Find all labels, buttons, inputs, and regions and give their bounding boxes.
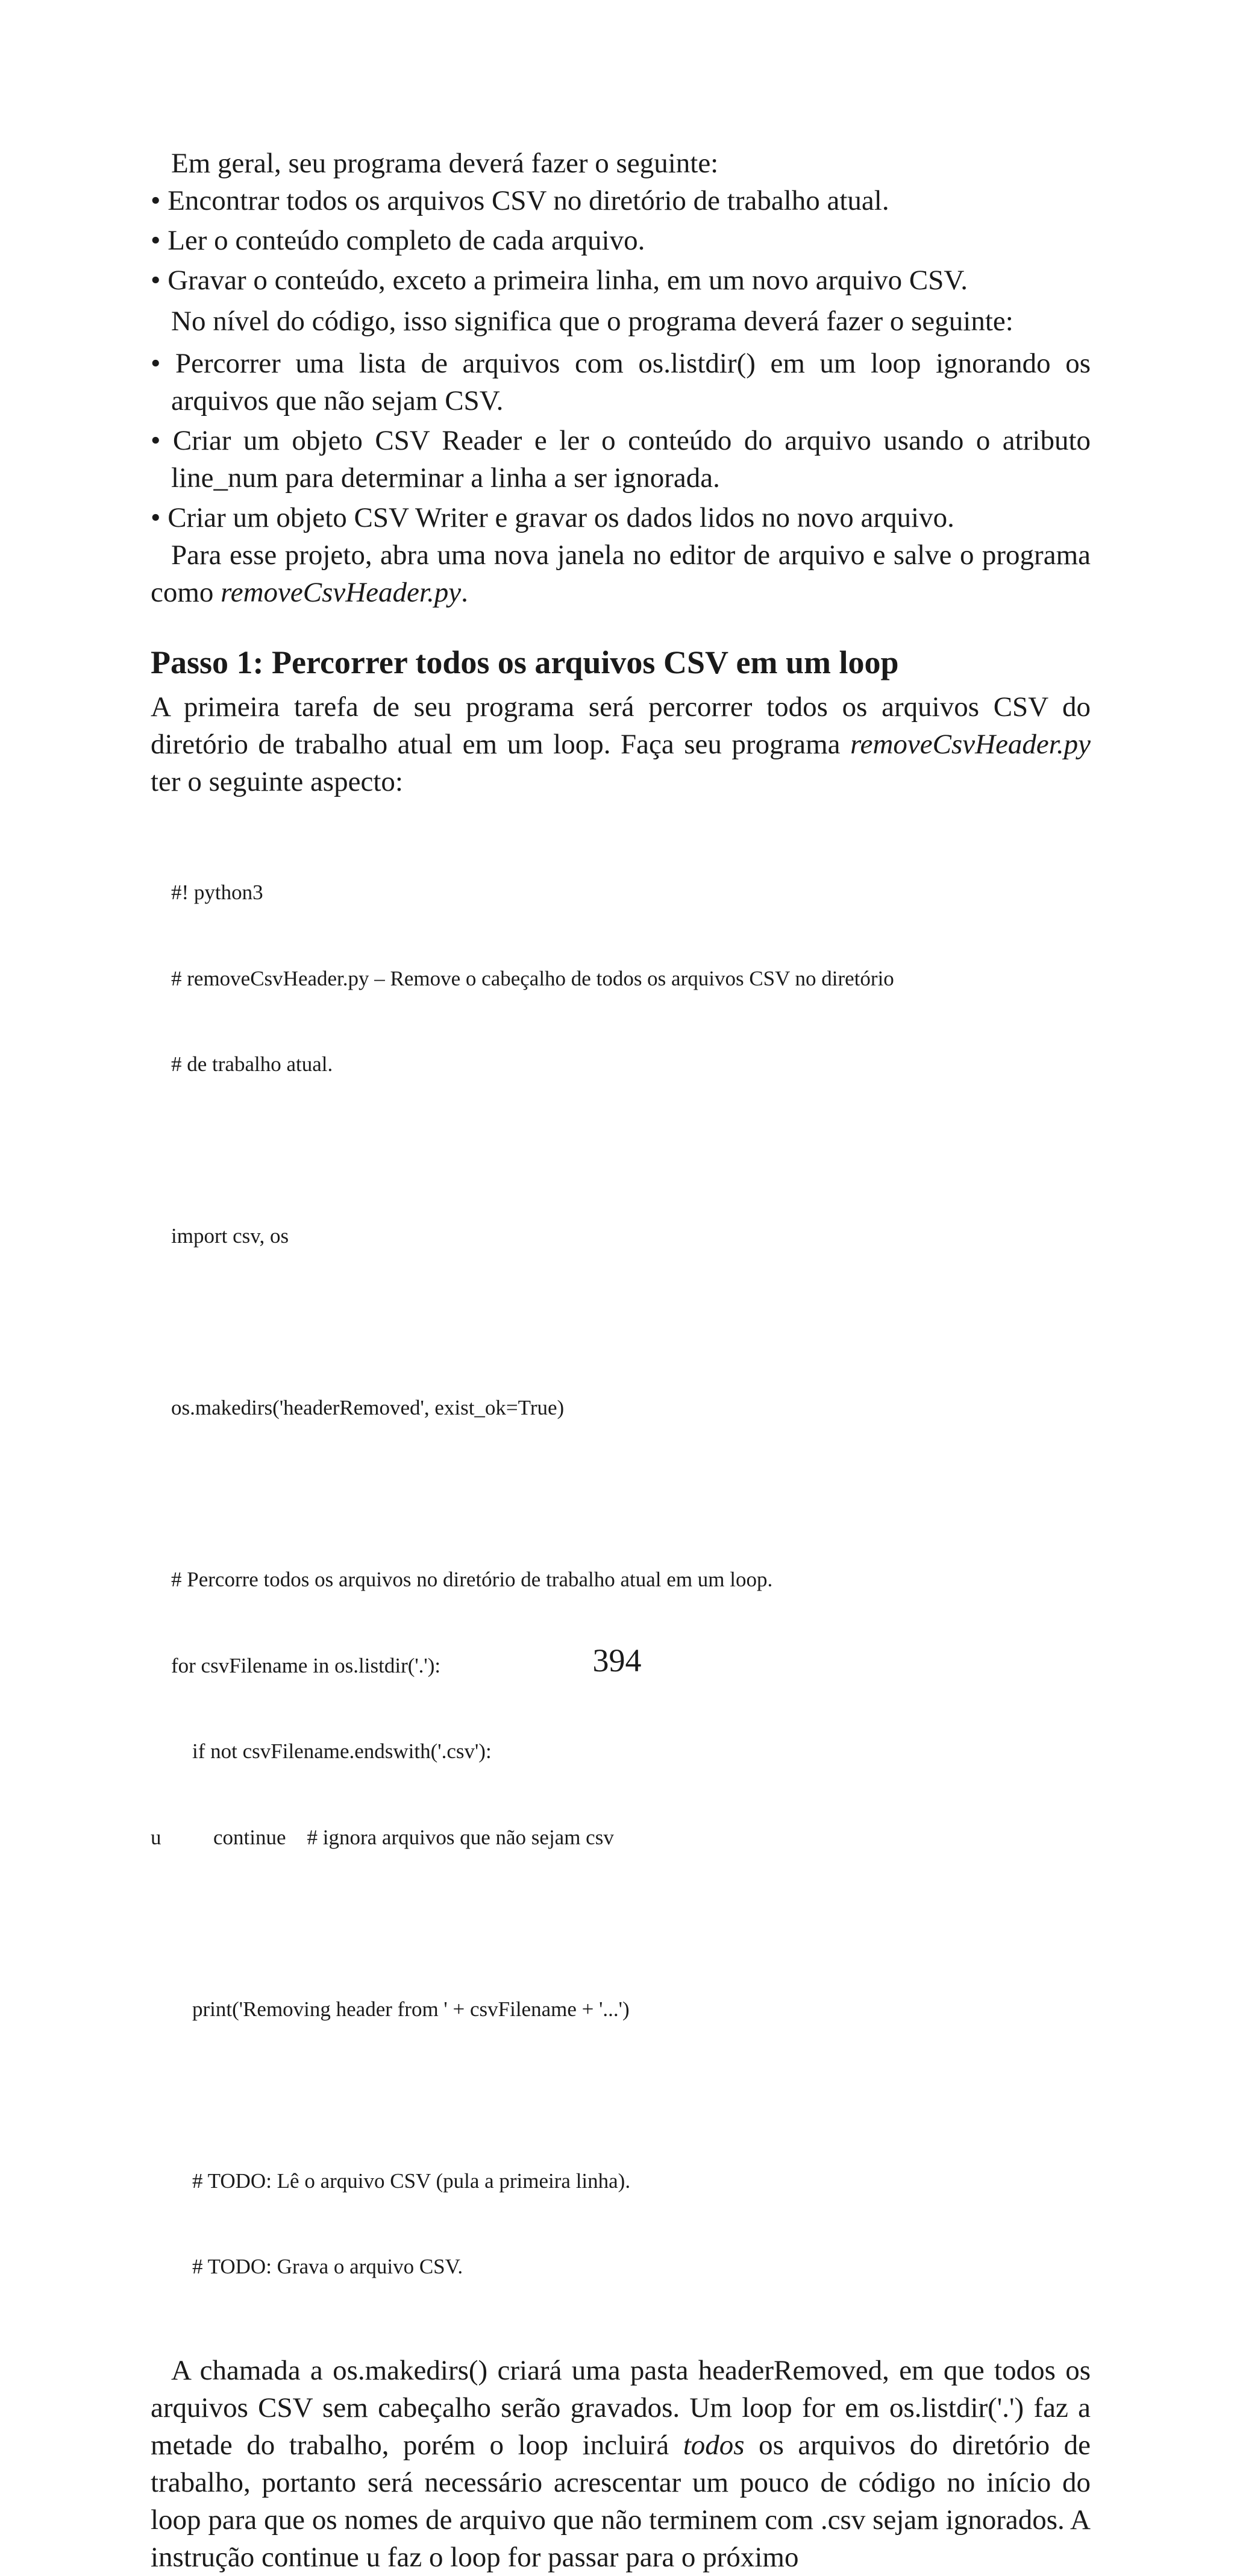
bullet-item: • Encontrar todos os arquivos CSV no diretório de trabalho atual.: [151, 185, 889, 216]
intro-paragraph: Em geral, seu programa deverá fazer o seguinte:: [171, 148, 719, 179]
code-line: print('Removing header from ' + csvFilename + '...'): [171, 1997, 630, 2021]
code-line: # TODO: Lê o arquivo CSV (pula a primeira linha).: [171, 2169, 631, 2193]
code-line: # removeCsvHeader.py – Remove o cabeçalho de todos os arquivos CSV no diretório: [171, 966, 894, 990]
bullet-item: • Gravar o conteúdo, exceto a primeira linha, em um novo arquivo CSV.: [151, 265, 968, 296]
bullet-item: • Criar um objeto CSV Writer e gravar os dados lidos no novo arquivo.: [151, 502, 954, 533]
closing-text-2: os arquivos do diretório de trabalho, portanto será necessário acrescentar um pouco de código no início do loop para que os nomes de arquivo que não terminem com .csv sejam ignorados. A instrução continue u faz o loop for passar para o próximo: [151, 2429, 1091, 2573]
code-line: if not csvFilename.endswith('.csv'):: [171, 1739, 492, 1763]
bullet-item: • Criar um objeto CSV Reader e ler o conteúdo do arquivo usando o atributo line_num para determinar a linha a ser ignorada.: [151, 425, 1091, 494]
closing-paragraph: [151, 2352, 1091, 2576]
project-paragraph: [151, 536, 1091, 611]
code-line: # Percorre todos os arquivos no diretório de trabalho atual em um loop.: [171, 1568, 773, 1591]
project-text: Para esse projeto, abra uma nova janela no editor de arquivo e salve o programa como: [151, 539, 1091, 608]
step-text: A primeira tarefa de seu programa será percorrer todos os arquivos CSV do diretório de trabalho atual em um loop. Faça seu programa: [151, 691, 1091, 760]
code-level-intro: No nível do código, isso significa que o programa deverá fazer o seguinte:: [171, 306, 1013, 337]
bullet-item: • Ler o conteúdo completo de cada arquivo.: [151, 225, 645, 256]
code-line-text: continue # ignora arquivos que não sejam csv: [171, 1825, 614, 1849]
code-line: [151, 1308, 1091, 1337]
code-line: #! python3: [171, 881, 263, 904]
project-text-end: .: [461, 577, 468, 608]
code-line-marked: [151, 1823, 1091, 1852]
code-listing: [151, 821, 1091, 2339]
step-text-end: ter o seguinte aspecto:: [151, 766, 403, 797]
step-paragraph: [151, 688, 1091, 800]
code-line: [151, 2081, 1091, 2109]
code-line: for csvFilename in os.listdir('.'):: [171, 1653, 441, 1677]
code-line: [151, 1136, 1091, 1165]
code-line: os.makedirs('headerRemoved', exist_ok=True): [171, 1396, 565, 1419]
code-line: # TODO: Grava o arquivo CSV.: [171, 2255, 463, 2278]
section-heading: Passo 1: Percorrer todos os arquivos CSV em um loop: [151, 644, 899, 680]
code-line: [151, 1480, 1091, 1509]
code-line: [151, 1909, 1091, 1938]
code-line: # de trabalho atual.: [171, 1052, 333, 1076]
filename-italic: removeCsvHeader.py: [850, 729, 1091, 760]
emphasis-italic: todos: [683, 2429, 745, 2461]
filename-italic: removeCsvHeader.py: [221, 577, 462, 608]
page-body: [151, 145, 1091, 2576]
bullet-item: • Percorrer uma lista de arquivos com os.listdir() em um loop ignorando os arquivos que não sejam CSV.: [151, 348, 1091, 416]
page-number: 394: [592, 1642, 642, 1679]
closing-text-1: A chamada a os.makedirs() criará uma pasta headerRemoved, em que todos os arquivos CSV sem cabeçalho serão gravados. Um loop for em os.listdir('.') faz a metade do trabalho, porém o loop incluirá: [151, 2354, 1091, 2461]
code-marker: u: [151, 1825, 161, 1849]
code-line: import csv, os: [171, 1224, 289, 1248]
